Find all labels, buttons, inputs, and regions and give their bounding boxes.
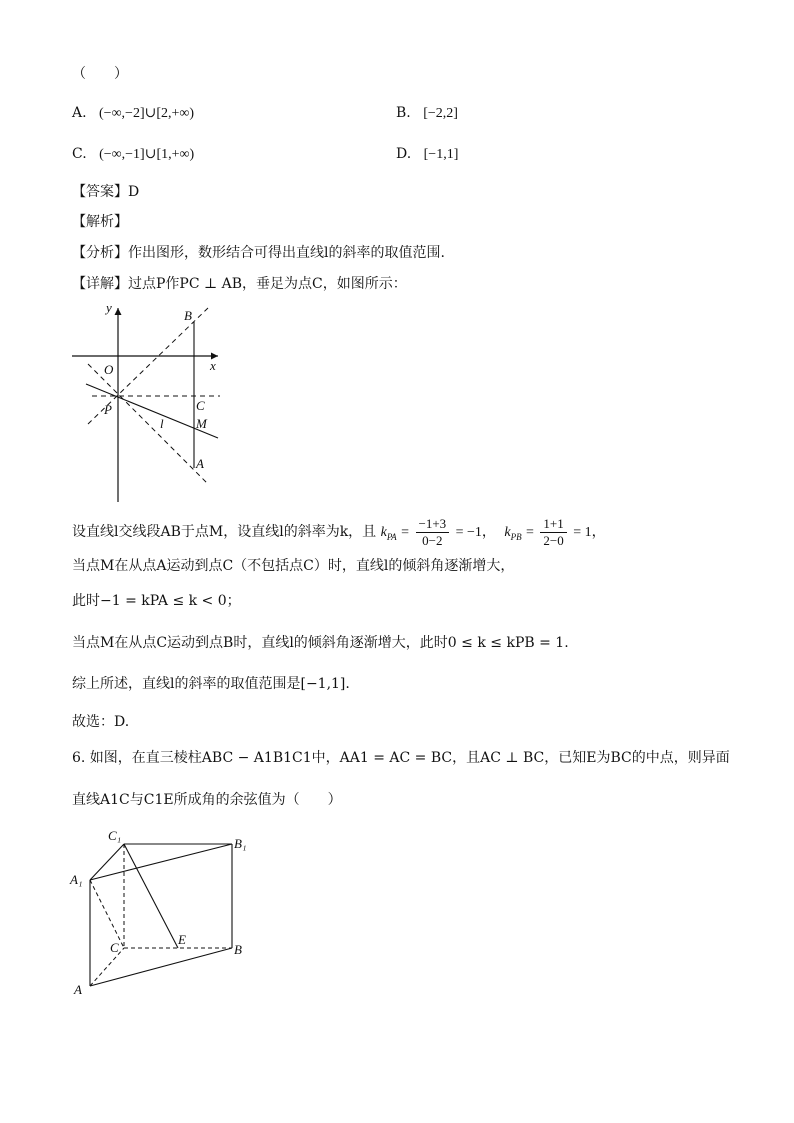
figure-slope-diagram — [62, 296, 232, 506]
fraction-kpb — [540, 516, 566, 549]
option-d-label: D. — [396, 146, 412, 162]
label-y: y — [106, 300, 112, 315]
edge-a1b1 — [90, 844, 232, 880]
option-c — [72, 144, 194, 165]
fraction-kpa-num: −1+3 — [416, 516, 450, 533]
option-d-expr: [−1,1] — [423, 147, 459, 162]
label-b: B — [184, 308, 192, 323]
motion-line-1: 当点M在从点A运动到点C（不包括点C）时，直线l的倾斜角逐渐增大， — [72, 558, 515, 574]
xiangjie-text: 过点P作PC ⊥ AB，垂足为点C，如图所示： — [128, 276, 407, 292]
edge-ac — [90, 948, 124, 986]
option-b-label: B. — [396, 105, 411, 121]
label-a: A — [196, 456, 204, 471]
k-pb — [504, 525, 521, 540]
setup-line: 设直线l交线段AB于点M，设直线l的斜率为k，且 $k_{PA}$ = $\frac{-1+3}{0-2}$ = −1， $k_{PB}$ = $\frac{1+1}{2-0}$ = 1， — [72, 515, 606, 548]
answer-tag: 【答案】 — [72, 184, 128, 200]
fenxi-text: 作出图形，数形结合可得出直线l的斜率的取值范围. — [128, 245, 445, 261]
option-a — [72, 103, 194, 124]
fenxi-line — [72, 243, 445, 263]
label-e: E — [178, 932, 186, 947]
motion-line-2: 此时−1 = kPA ≤ k < 0； — [72, 593, 241, 609]
k-pa — [381, 525, 397, 540]
option-c-label: C. — [72, 146, 87, 162]
label-a1: A₁ — [70, 872, 83, 887]
eq-2: = 1， — [573, 525, 606, 540]
label-x: x — [210, 358, 216, 373]
option-b — [396, 103, 458, 124]
edge-a1c1 — [90, 844, 124, 880]
question-bracket: （ ） — [72, 66, 128, 82]
fraction-kpb-den: 2−0 — [543, 532, 564, 548]
option-a-label: A. — [72, 105, 87, 121]
option-a-expr: (−∞,−2]∪[2,+∞) — [99, 106, 195, 121]
answer-line — [72, 182, 139, 202]
option-c-expr: (−∞,−1]∪[1,+∞) — [99, 147, 195, 162]
figure-prism — [66, 822, 266, 1000]
answer-value: D — [128, 184, 140, 200]
k-pa-symbol: k — [380, 525, 387, 540]
xiangjie-line — [72, 274, 407, 294]
label-c: C — [196, 398, 205, 413]
k-pb-sub: PB — [510, 531, 522, 542]
fraction-kpb-num: 1+1 — [540, 516, 566, 533]
choice-line: 故选：D. — [72, 714, 130, 730]
label-o: O — [104, 362, 114, 377]
fraction-kpa-den: 0−2 — [422, 532, 443, 548]
fenxi-tag: 【分析】 — [72, 245, 128, 261]
label-m: M — [196, 416, 207, 431]
q6-line-2: 直线A1C与C1E所成角的余弦值为（ ） — [72, 792, 342, 808]
label-c1: C₁ — [108, 828, 122, 843]
summary-line: 综上所述，直线l的斜率的取值范围是[−1,1]. — [72, 676, 350, 692]
q6-line-1: 6. 如图，在直三棱柱ABC − A1B1C1中，AA1 = AC = BC，且AC ⊥ BC，已知E为BC的中点，则异面 — [72, 750, 730, 766]
k-pa-sub: PA — [386, 531, 397, 542]
label-a: A — [74, 982, 82, 997]
k-pb-symbol: k — [504, 525, 511, 540]
dashed-line-pa — [88, 364, 208, 484]
segment-a1c — [90, 880, 124, 948]
setup-text: 设直线l交线段AB于点M，设直线l的斜率为k，且 — [72, 524, 377, 540]
option-d — [396, 144, 458, 165]
label-b: B — [234, 942, 242, 957]
label-p: P — [104, 402, 112, 417]
analysis-tag: 【解析】 — [72, 214, 128, 230]
option-b-expr: [−2,2] — [423, 106, 458, 121]
xiangjie-tag: 【详解】 — [72, 276, 128, 292]
label-c: C — [110, 940, 119, 955]
eq-1: = −1， — [455, 525, 496, 540]
label-l: l — [160, 416, 164, 431]
label-b1: B₁ — [234, 836, 247, 851]
motion-line-3: 当点M在从点C运动到点B时，直线l的倾斜角逐渐增大，此时0 ≤ k ≤ kPB = 1. — [72, 635, 569, 651]
fraction-kpa — [416, 516, 450, 549]
